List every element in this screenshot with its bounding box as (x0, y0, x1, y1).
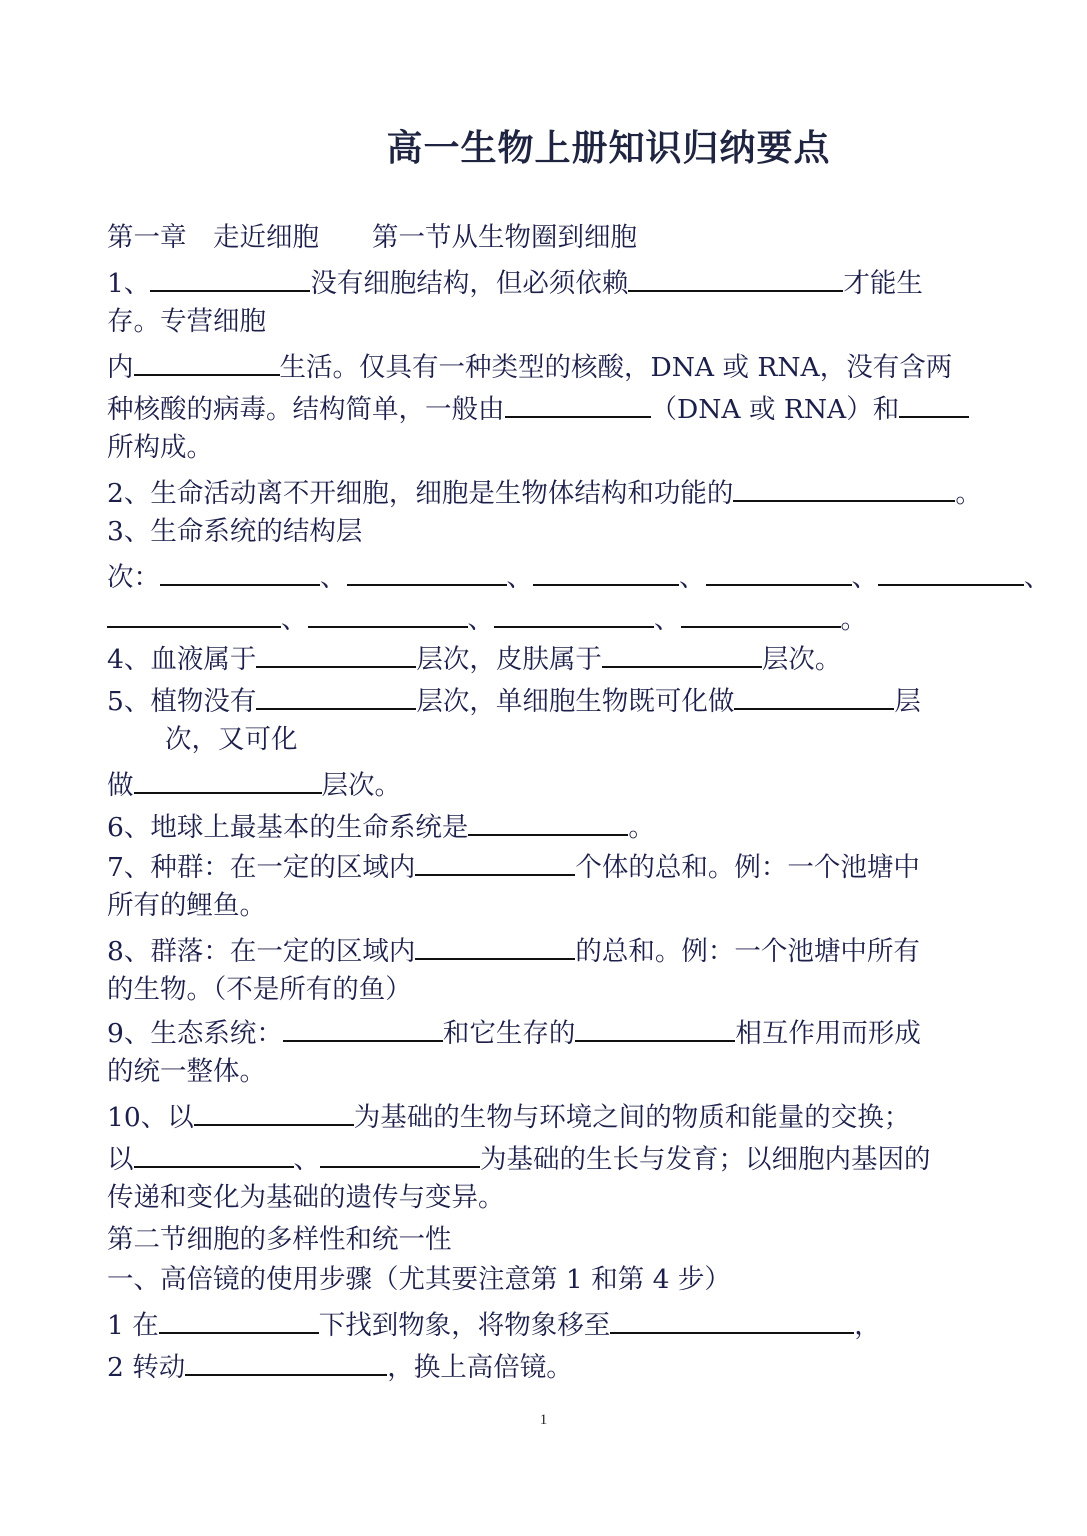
text: 没有细胞结构，但必须依赖 (310, 268, 629, 299)
text: 3、生命系统的结构层 (107, 516, 363, 547)
text: 次： (107, 562, 160, 593)
answer-blank[interactable] (160, 558, 320, 586)
subsection-heading (107, 1264, 731, 1296)
answer-blank[interactable] (706, 558, 852, 586)
text: 次，又可化 (165, 724, 298, 755)
answer-blank[interactable] (320, 1140, 480, 1168)
text: 7、种群：在一定的区域内 (107, 852, 416, 883)
answer-blank[interactable] (610, 1306, 854, 1334)
text: 5、植物没有 (107, 686, 257, 717)
text: 第二节细胞的多样性和统一性 (107, 1224, 452, 1255)
answer-blank[interactable] (134, 766, 322, 794)
text: 所有的鲤鱼。 (107, 890, 266, 921)
item-8-line (107, 974, 412, 1006)
answer-blank[interactable] (533, 558, 679, 586)
separator: 、 (467, 604, 494, 635)
text: 为基础的生长与发育；以细胞内基因的 (480, 1144, 931, 1175)
text: 层次，皮肤属于 (416, 644, 602, 675)
text: 内 (107, 352, 134, 383)
answer-blank[interactable] (602, 640, 762, 668)
text: 4、血液属于 (107, 644, 257, 675)
text: 第一章 走近细胞 第一节从生物圈到细胞 (107, 222, 637, 253)
item-8-line (107, 932, 920, 968)
item-1-line (107, 348, 952, 384)
text: 层次。 (761, 644, 842, 675)
section-heading (107, 1224, 452, 1256)
text: 的总和。例：一个池塘中所有 (575, 936, 920, 967)
text: 。 (955, 478, 982, 509)
answer-blank[interactable] (899, 390, 969, 418)
item-1-line (107, 432, 213, 464)
separator: 、 (654, 604, 681, 635)
text: 1、 (107, 268, 151, 299)
answer-blank[interactable] (150, 264, 310, 292)
answer-blank[interactable] (733, 474, 955, 502)
text: 和它生存的 (442, 1018, 576, 1049)
item-9-line (107, 1056, 266, 1088)
separator: 、 (293, 1144, 320, 1175)
text: 种核酸的病毒。结构简单，一般由 (107, 394, 505, 425)
separator: 、 (679, 562, 706, 593)
item-7-line (107, 848, 920, 884)
text: 层次。 (321, 770, 401, 801)
item-5-line (107, 682, 921, 718)
item-5-line (165, 724, 298, 756)
answer-blank[interactable] (194, 1098, 354, 1126)
step-1-line (107, 1306, 881, 1342)
text: ， (854, 1310, 881, 1341)
text: 10、以 (107, 1102, 194, 1133)
item-10-line (107, 1098, 910, 1134)
answer-blank[interactable] (681, 600, 841, 628)
answer-blank[interactable] (734, 682, 894, 710)
item-7-line (107, 890, 266, 922)
answer-blank[interactable] (494, 600, 654, 628)
item-5-line (107, 766, 401, 802)
text: 个体的总和。例：一个池塘中 (575, 852, 920, 883)
text: 。 (840, 604, 867, 635)
item-6-line (107, 808, 655, 844)
item-1-line (107, 306, 266, 338)
text: 9、生态系统： (107, 1018, 283, 1049)
text: 1 在 (107, 1310, 159, 1341)
text: 相互作用而形成 (735, 1018, 921, 1049)
separator: 、 (281, 604, 308, 635)
text: 下找到物象，将物象移至 (318, 1310, 611, 1341)
item-3-line (107, 600, 867, 636)
text: 一、高倍镜的使用步骤（尤其要注意第 1 和第 4 步） (107, 1264, 731, 1295)
text: 2 转动 (107, 1352, 186, 1383)
answer-blank[interactable] (256, 640, 416, 668)
text: （DNA 或 RNA）和 (650, 394, 900, 425)
step-2-line (107, 1348, 573, 1384)
item-10-line (107, 1140, 931, 1176)
answer-blank[interactable] (107, 600, 281, 628)
text: 为基础的生物与环境之间的物质和能量的交换； (353, 1102, 911, 1133)
answer-blank[interactable] (159, 1306, 319, 1334)
text: 层 (894, 686, 921, 717)
text: 的统一整体。 (107, 1056, 266, 1087)
text: 做 (107, 770, 134, 801)
text: 以 (107, 1144, 134, 1175)
item-4-line (107, 640, 841, 676)
separator: 、 (1024, 562, 1051, 593)
text: 6、地球上最基本的生命系统是 (107, 812, 469, 843)
item-3-line (107, 558, 1051, 594)
text: 生活。仅具有一种类型的核酸，DNA 或 RNA，没有含两 (279, 352, 953, 383)
text: 才能生 (843, 268, 923, 299)
document-title: 高一生物上册知识归纳要点 (386, 128, 831, 169)
item-9-line (107, 1014, 921, 1050)
answer-blank[interactable] (308, 600, 468, 628)
answer-blank[interactable] (505, 390, 651, 418)
item-1-line (107, 390, 969, 426)
answer-blank[interactable] (256, 682, 416, 710)
page-number: 1 (539, 1412, 548, 1428)
answer-blank[interactable] (185, 1348, 387, 1376)
text: 2、生命活动离不开细胞，细胞是生物体结构和功能的 (107, 478, 734, 509)
answer-blank[interactable] (878, 558, 1024, 586)
answer-blank[interactable] (628, 264, 843, 292)
text: 8、群落：在一定的区域内 (107, 936, 416, 967)
answer-blank[interactable] (415, 848, 575, 876)
text: 存。专营细胞 (107, 306, 266, 337)
item-2-line (107, 474, 982, 510)
chapter-heading (107, 222, 637, 254)
text: ，换上高倍镜。 (387, 1352, 573, 1383)
answer-blank[interactable] (468, 808, 628, 836)
answer-blank[interactable] (575, 1014, 735, 1042)
separator: 、 (851, 562, 878, 593)
text: 所构成。 (107, 432, 213, 463)
item-1-line (107, 264, 923, 300)
separator: 、 (320, 562, 347, 593)
answer-blank[interactable] (415, 932, 575, 960)
text: 的生物。（不是所有的鱼） (107, 974, 412, 1005)
item-10-line (107, 1182, 505, 1214)
answer-blank[interactable] (347, 558, 507, 586)
answer-blank[interactable] (134, 1140, 294, 1168)
text: 传递和变化为基础的遗传与变异。 (107, 1182, 505, 1213)
item-3-line (107, 516, 362, 548)
answer-blank[interactable] (134, 348, 280, 376)
text: 。 (628, 812, 655, 843)
text: 层次，单细胞生物既可化做 (416, 686, 735, 717)
answer-blank[interactable] (283, 1014, 443, 1042)
separator: 、 (506, 562, 533, 593)
